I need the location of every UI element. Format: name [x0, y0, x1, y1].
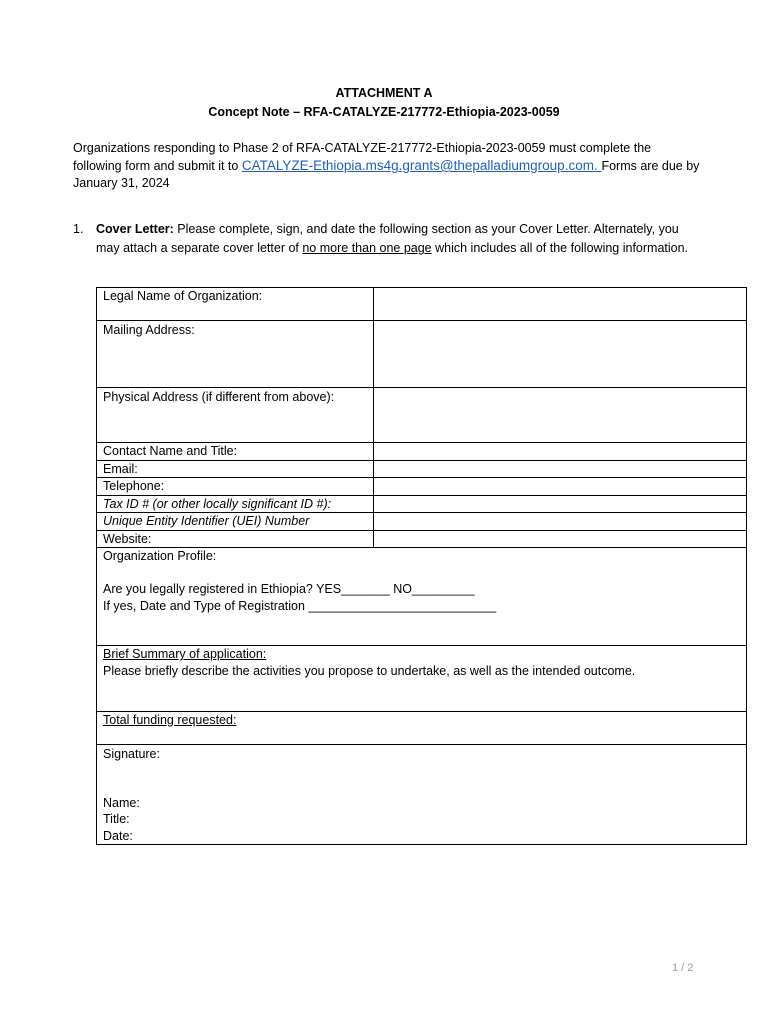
uei-label: Unique Entity Identifier (UEI) Number	[97, 513, 374, 531]
email-label: Email:	[97, 460, 374, 478]
tax-id-label: Tax ID # (or other locally significant ID #):	[97, 495, 374, 513]
name-label: Name:	[103, 795, 140, 810]
intro-text-before-email: Organizations responding to Phase 2 of RFA-CATALYZE-217772-Ethiopia-2023-0059 must complete the following form and submit it to	[73, 141, 652, 173]
tax-id-field[interactable]	[374, 495, 747, 513]
mailing-address-label: Mailing Address:	[97, 321, 374, 388]
item-number: 1.	[73, 222, 84, 236]
telephone-label: Telephone:	[97, 478, 374, 496]
signature-label: Signature:	[103, 747, 160, 761]
page-number: 1 / 2	[672, 962, 694, 974]
contact-name-field[interactable]	[374, 443, 747, 461]
total-funding-cell[interactable]	[97, 712, 747, 745]
physical-address-field[interactable]	[374, 388, 747, 443]
brief-summary-cell[interactable]	[97, 646, 747, 712]
organization-profile-label: Organization Profile:	[103, 549, 217, 563]
legal-name-label: Legal Name of Organization:	[97, 288, 374, 321]
email-field[interactable]	[374, 460, 747, 478]
cover-letter-underlined: no more than one page	[302, 241, 432, 255]
telephone-field[interactable]	[374, 478, 747, 496]
physical-address-label: Physical Address (if different from above):	[97, 388, 374, 443]
brief-summary-instruction: Please briefly describe the activities you propose to undertake, as well as the intended outcome.	[103, 663, 636, 678]
intro-paragraph	[73, 140, 703, 192]
registration-type-line: If yes, Date and Type of Registration ___________________________	[103, 598, 497, 613]
signature-cell[interactable]	[97, 745, 747, 845]
mailing-address-field[interactable]	[374, 321, 747, 388]
contact-email-link[interactable]: CATALYZE-Ethiopia.ms4g.grants@thepalladiumgroup.com.	[241, 158, 602, 173]
document-subtitle: Concept Note – RFA-CATALYZE-217772-Ethiopia-2023-0059	[208, 105, 560, 119]
organization-profile-cell[interactable]	[97, 548, 747, 646]
total-funding-label: Total funding requested:	[103, 713, 237, 727]
date-label: Date:	[103, 828, 133, 843]
uei-field[interactable]	[374, 513, 747, 531]
cover-letter-text-b: which includes all of the following information.	[431, 241, 689, 255]
website-label: Website:	[97, 530, 374, 548]
contact-name-label: Contact Name and Title:	[97, 443, 374, 461]
cover-letter-text-a: Please complete, sign, and date the following section as your Cover Letter. Alternately, you may attach a separate cover letter of	[96, 222, 679, 255]
cover-letter-heading: Cover Letter:	[96, 222, 174, 236]
website-field[interactable]	[374, 530, 747, 548]
cover-letter-instruction	[73, 220, 693, 258]
title-label: Title:	[103, 812, 130, 826]
document-title: ATTACHMENT A	[335, 86, 433, 100]
registered-question: Are you legally registered in Ethiopia? YES_______ NO_________	[103, 582, 475, 596]
intro-text-after-email: Forms are due by January 31, 2024	[73, 159, 700, 190]
legal-name-field[interactable]	[374, 288, 747, 321]
brief-summary-heading: Brief Summary of application:	[103, 647, 267, 661]
cover-letter-form	[96, 287, 747, 845]
